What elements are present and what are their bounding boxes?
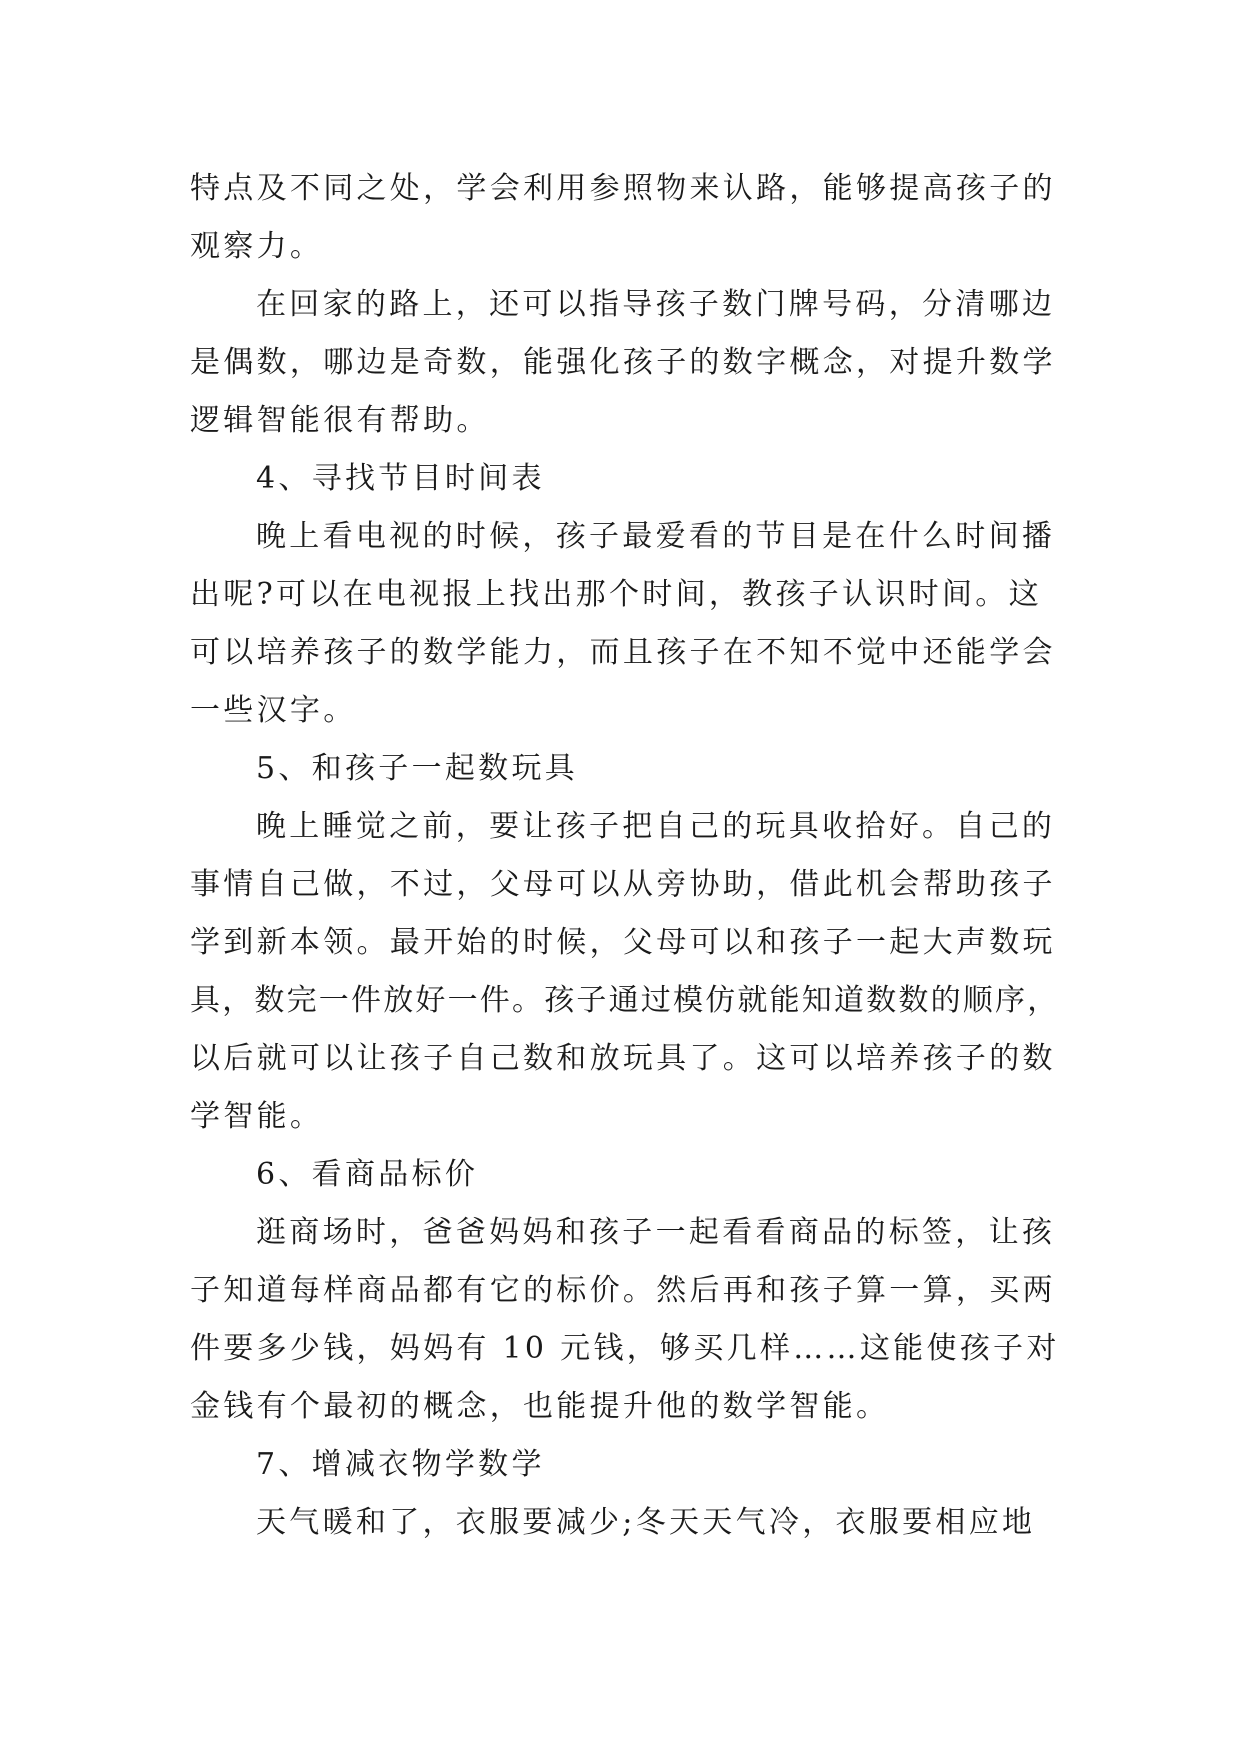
paragraph-start-line: 晚上睡觉之前，要让孩子把自己的玩具收拾好。自己的 (256, 809, 1056, 844)
text-line: 学智能。 (190, 1099, 324, 1134)
text-line: 以后就可以让孩子自己数和放玩具了。这可以培养孩子的数 (190, 1041, 1056, 1076)
text-line: 金钱有个最初的概念，也能提升他的数学智能。 (190, 1389, 890, 1424)
text-line: 逻辑智能很有帮助。 (190, 403, 490, 438)
text-line: 一些汉字。 (190, 693, 357, 728)
text-line: 特点及不同之处，学会利用参照物来认路，能够提高孩子的 (190, 171, 1056, 206)
text-line: 子知道每样商品都有它的标价。然后再和孩子算一算，买两 (190, 1273, 1056, 1308)
text-line: 件要多少钱，妈妈有 10 元钱，够买几样……这能使孩子对 (190, 1331, 1060, 1366)
paragraph-start-line: 天气暖和了，衣服要减少;冬天天气冷，衣服要相应地 (256, 1505, 1036, 1540)
section-heading-4: 4、寻找节目时间表 (256, 461, 545, 496)
paragraph-start-line: 在回家的路上，还可以指导孩子数门牌号码，分清哪边 (256, 287, 1056, 322)
text-line: 可以培养孩子的数学能力，而且孩子在不知不觉中还能学会 (190, 635, 1056, 670)
section-heading-5: 5、和孩子一起数玩具 (256, 751, 579, 786)
paragraph-start-line: 晚上看电视的时候，孩子最爱看的节目是在什么时间播 (256, 519, 1056, 554)
text-line: 具，数完一件放好一件。孩子通过模仿就能知道数数的顺序， (190, 983, 1060, 1018)
section-heading-6: 6、看商品标价 (256, 1157, 479, 1192)
text-line: 出呢?可以在电视报上找出那个时间，教孩子认识时间。这 (190, 577, 1042, 612)
text-line: 事情自己做，不过，父母可以从旁协助，借此机会帮助孩子 (190, 867, 1056, 902)
document-body (190, 160, 1060, 1552)
text-line: 观察力。 (190, 229, 324, 264)
text-line: 学到新本领。最开始的时候，父母可以和孩子一起大声数玩 (190, 925, 1056, 960)
paragraph-start-line: 逛商场时，爸爸妈妈和孩子一起看看商品的标签，让孩 (256, 1215, 1056, 1250)
section-heading-7: 7、增减衣物学数学 (256, 1447, 545, 1482)
text-line: 是偶数，哪边是奇数，能强化孩子的数字概念，对提升数学 (190, 345, 1056, 380)
